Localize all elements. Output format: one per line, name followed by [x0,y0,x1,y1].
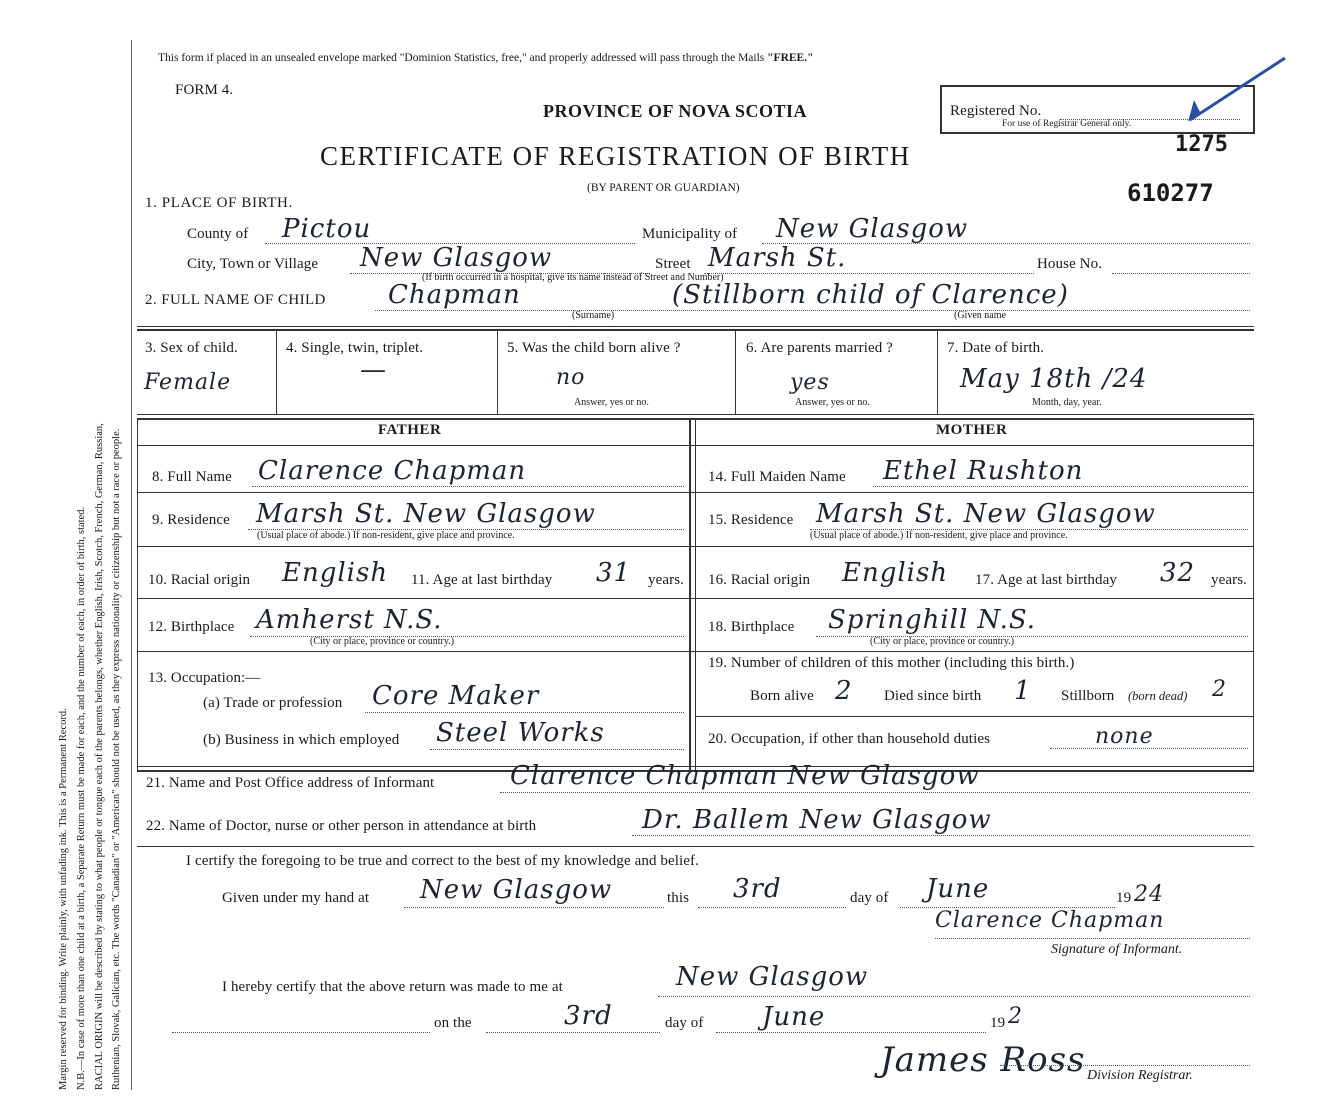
stillborn-note: (born dead) [1128,689,1188,703]
father-years: years. [648,572,684,588]
mother-occupation-label: 20. Occupation, if other than household duties [708,731,991,747]
given-year-value: 24 [1134,882,1164,907]
mother-racial-label: 16. Racial origin [708,572,811,588]
father-name-value: Clarence Chapman [258,456,527,486]
father-age-label: 11. Age at last birthday [411,572,553,588]
born-alive-count-label: Born alive [750,688,814,704]
street-value: Marsh St. [708,243,847,273]
father-residence-label: 9. Residence [152,512,230,528]
mother-residence-label: 15. Residence [708,512,794,528]
certify-statement: I certify the foregoing to be true and correct to the best of my knowledge and belief. [186,853,699,869]
mother-age-value: 32 [1160,558,1196,588]
given-label: Given under my hand at [222,890,370,906]
registrar-place-value: New Glasgow [676,962,869,992]
plurality-value: — [360,355,387,385]
this-label: this [667,890,690,906]
father-racial-label: 10. Racial origin [148,572,251,588]
child-given-name: (Stillborn child of Clarence) [672,280,1069,310]
city-value: New Glasgow [360,243,553,273]
registrar-statement: I hereby certify that the above return was made to me at [222,979,563,995]
stamp-number: 610277 [1127,179,1214,207]
surname-caption: (Surname) [572,310,615,321]
children-count-label: 19. Number of children of this mother (including this birth.) [708,655,1075,671]
mother-occupation-value: none [1095,724,1154,749]
registrar-month-value: June [762,1002,826,1032]
form-number: FORM 4. [175,82,234,98]
registered-label: Registered No. [950,103,1042,119]
stillborn-value: 2 [1212,677,1227,702]
father-racial-value: English [282,558,389,588]
mother-birthplace-value: Springhill N.S. [828,605,1037,635]
father-birthplace-caption: (City or place, province or country.) [310,636,455,647]
binding-margin-line [131,40,132,1090]
father-business-label: (b) Business in which employed [203,732,400,748]
child-surname: Chapman [388,280,521,310]
page-title: CERTIFICATE OF REGISTRATION OF BIRTH [320,141,911,171]
city-label: City, Town or Village [187,256,319,272]
province-heading: PROVINCE OF NOVA SCOTIA [543,101,808,121]
mother-age-label: 17. Age at last birthday [975,572,1117,588]
sex-label: 3. Sex of child. [145,340,238,356]
father-trade-label: (a) Trade or profession [203,695,343,711]
father-occupation-label: 13. Occupation:— [148,670,261,686]
father-age-value: 31 [596,558,632,588]
married-label: 6. Are parents married ? [746,340,893,356]
date-value: May 18th /24 [960,364,1148,394]
died-since-birth-value: 1 [1014,676,1032,706]
father-birthplace-label: 12. Birthplace [148,619,235,635]
registrar-year-value: 2 [1008,1004,1023,1029]
street-note: (If birth occurred in a hospital, give its name instead of Street and Number) [422,272,724,283]
side-note-4: Ruthenian, Slovak, Galician, etc. The words "Canadian" or "American" should not be used, as they express nationality or citizenship but not a race or people. [111,428,122,1090]
house-label: House No. [1037,256,1103,272]
mother-name-label: 14. Full Maiden Name [708,469,846,485]
municipality-label: Municipality of [642,226,738,242]
child-name-label: 2. FULL NAME OF CHILD [145,292,326,308]
side-note-1: Margin reserved for binding. Write plainly, with unfading ink. This is a Permanent Record. [58,708,69,1090]
registrar-caption: Division Registrar. [1087,1068,1193,1083]
county-label: County of [187,226,249,242]
married-value: yes [790,370,830,395]
doctor-value: Dr. Ballem New Glasgow [642,805,992,835]
date-caption: Month, day, year. [1032,397,1102,408]
father-residence-value: Marsh St. New Glasgow [256,499,596,529]
registrar-day-label: day of [665,1015,704,1031]
given-caption: (Given name [954,310,1006,321]
born-alive-value: no [556,365,586,390]
plurality-label: 4. Single, twin, triplet. [286,340,424,356]
given-month-value: June [926,874,990,904]
registrar-note: For use of Registrar General only. [1002,119,1132,129]
registrar-year-prefix: 19 [990,1015,1006,1031]
father-residence-caption: (Usual place of abode.) If non-resident, give place and province. [257,530,515,541]
mother-birthplace-caption: (City or place, province or country.) [870,636,1015,647]
pen-check-mark [1180,50,1290,130]
mother-name-value: Ethel Rushton [883,456,1084,486]
father-trade-value: Core Maker [372,681,540,711]
father-heading: FATHER [378,422,442,438]
informant-signature: Clarence Chapman [935,908,1165,933]
given-day-value: 3rd [733,874,782,904]
place-of-birth-label: 1. PLACE OF BIRTH. [145,195,293,211]
street-label: Street [655,256,691,272]
municipality-value: New Glasgow [776,214,969,244]
registrar-day-value: 3rd [564,1001,613,1031]
father-business-value: Steel Works [436,718,605,748]
informant-value: Clarence Chapman New Glasgow [510,761,980,791]
registrar-signature: James Ross [880,1040,1086,1080]
registrar-on-the: on the [434,1015,472,1031]
side-note-3: RACIAL ORIGIN will be described by stating to what people or tongue each of the parents belongs, whether English, Irish, Scotch, French, German, Russian, [94,423,105,1090]
mother-heading: MOTHER [936,422,1008,438]
date-label: 7. Date of birth. [947,340,1045,356]
informant-label: 21. Name and Post Office address of Informant [146,775,435,791]
doctor-label: 22. Name of Doctor, nurse or other person in attendance at birth [146,818,537,834]
mother-residence-caption: (Usual place of abode.) If non-resident, give place and province. [810,530,1068,541]
mother-birthplace-label: 18. Birthplace [708,619,795,635]
father-name-label: 8. Full Name [152,469,232,485]
mother-residence-value: Marsh St. New Glasgow [816,499,1156,529]
given-place-value: New Glasgow [420,875,613,905]
died-since-birth-label: Died since birth [884,688,982,704]
married-caption: Answer, yes or no. [795,397,870,408]
mother-years: years. [1211,572,1247,588]
stamp-top: 1275 [1175,132,1228,157]
side-note-2: N.B.—In case of more than one child at a birth, a Separate Return must be made for each, and the number of each, in order of birth, stated. [76,506,87,1090]
born-alive-count-value: 2 [835,676,853,706]
born-alive-label: 5. Was the child born alive ? [507,340,681,356]
informant-signature-caption: Signature of Informant. [1051,942,1183,957]
father-birthplace-value: Amherst N.S. [256,605,443,635]
given-day-label: day of [850,890,889,906]
stillborn-label: Stillborn [1061,688,1115,704]
given-year-prefix: 19 [1116,890,1132,906]
page-subtitle: (BY PARENT OR GUARDIAN) [587,182,740,194]
born-alive-caption: Answer, yes or no. [574,397,649,408]
county-value: Pictou [282,214,372,244]
mother-racial-value: English [842,558,949,588]
mail-note: This form if placed in an unsealed envelope marked "Dominion Statistics, free," and properly addressed will pass through the Mails "FREE." [158,52,814,64]
sex-value: Female [144,370,232,395]
